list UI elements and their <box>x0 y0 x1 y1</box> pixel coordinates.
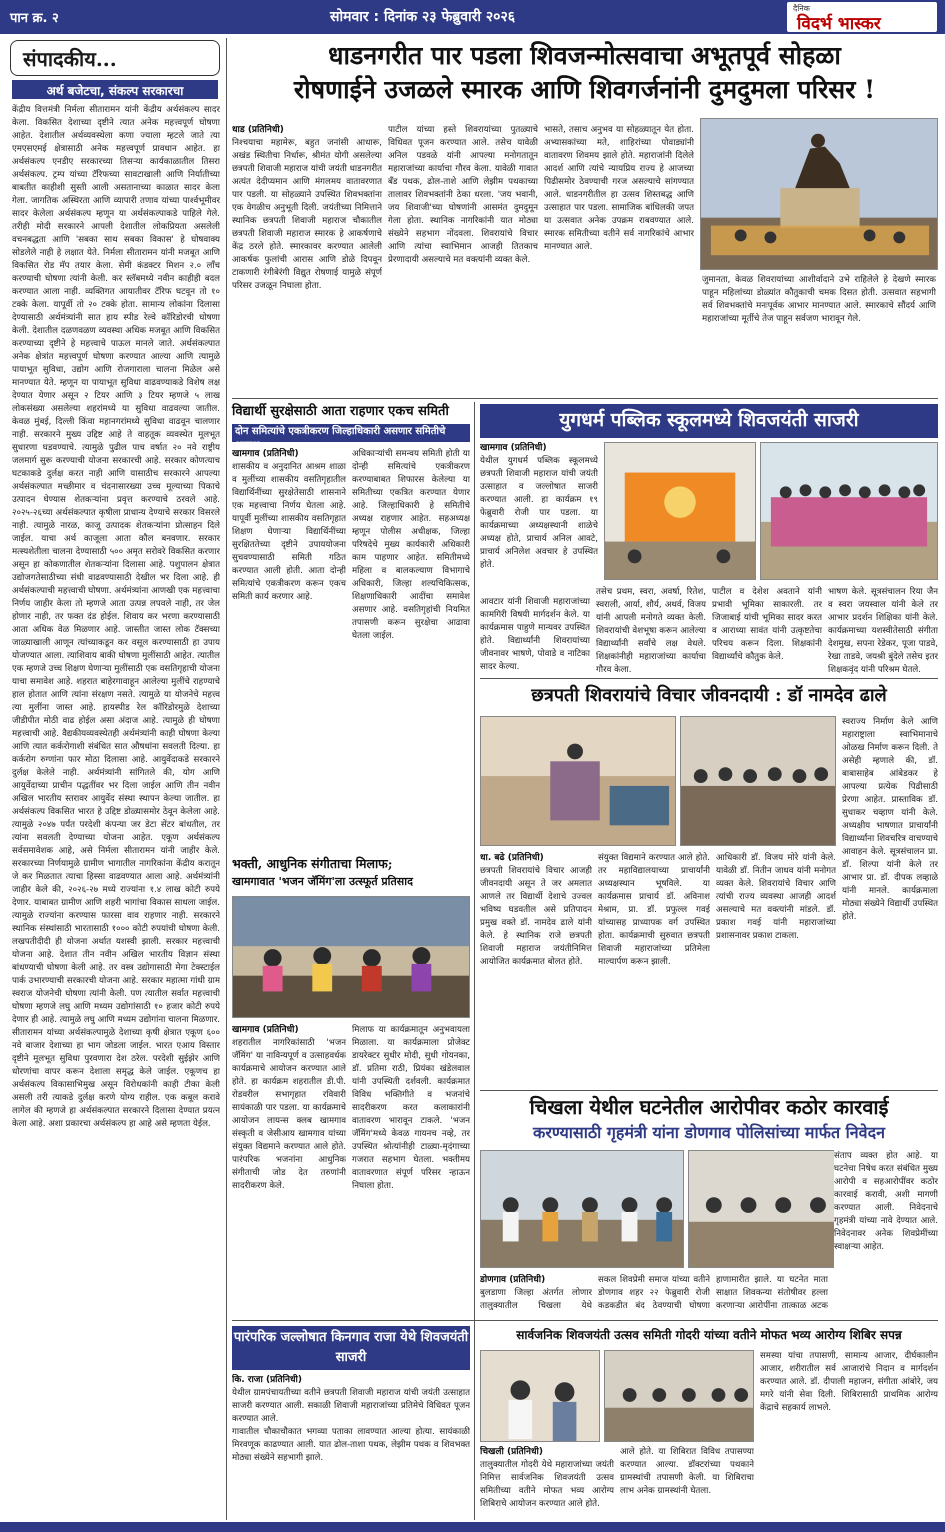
story3-col2: मिलाफ या कार्यक्रमातून अनुभवायला मिळाला. या कार्यक्रमाला प्रोजेक्ट डायरेक्टर सुधीर मोदी, सुधी गोयनका, डॉ. प्रतिमा राठी, प्रियंका खंडेलवाल यांनी उपस्थिती दर्शवली. कार्यक्रमात विविध भक्तिगीते व भजनांचे सादरीकरण करत कलाकारांनी वातावरण भारावून टाकले. 'भजन जॅमिंग'मध्ये केवळ गायनच नव्हे, तर उपस्थित श्रोत्यांनीही टाळ्या-मृदंगाच्या गजरात सहभाग घेतला. भक्तीमय वातावरणात संपूर्ण परिसर न्हाऊन निघाला होता. <box>352 1025 470 1191</box>
story3-col1 <box>232 1024 346 1316</box>
story5-byline: धा. बढे (प्रतिनिधी) <box>480 853 544 863</box>
story3-headline-2: खामगावात 'भजन जॅमिंग'ला उत्स्फूर्त प्रतिसाद <box>232 875 413 888</box>
page-number: पान क्र. २ <box>10 11 59 26</box>
story7-headline: पारंपरिक जल्लोषात किनगाव राजा येथे शिवजयंती साजरी <box>232 1326 470 1370</box>
column-divider <box>474 402 475 1322</box>
story3-col1-text: शहरातील नागरिकांसाठी 'भजन जॅमिंग' या नाविन्यपूर्ण व उत्साहवर्धक कार्यक्रमाचे आयोजन करण्यात आले होते. हा कार्यक्रम शहरातील डी.पी. रोडवरील सभागृहात रविवारी सायंकाळी पार पडला. या कार्यक्रमाचे आयोजन लायन्स क्लब खामगाव संस्कृती व जेसीआय खामगाव यांच्या संयुक्त विद्यमाने करण्यात आले होते. पारंपरिक भजनांना आधुनिक संगीताची जोड देत तरुणांनी सादरीकरण केले. <box>232 1038 346 1191</box>
story4-col2: तसेच प्रथम, स्वरा, अवर्षा, रितेश, स्वराली, आर्या, शौर्य, अथर्व, विजय यांनी आपली मनोगते व्यक्त केली. शिवरायांची वेशभूषा करून आलेल्या विद्यार्थ्यांनी सर्वांचे लक्ष वेधले. शिक्षकांनीही महाराजांच्या कार्याचा गौरव केला. <box>596 587 706 674</box>
column-divider <box>226 38 227 1520</box>
bhajan-jamming-photo <box>232 896 470 1018</box>
story4-col1: आवटार यांनी शिवाजी महाराजांच्या कामगिरी विषयी मार्गदर्शन केले. या कार्यक्रमास पाहुणे मान्यवर उपस्थित होते. विद्यार्थ्यांनी शिवरायांच्या जीवनावर भाषणे, पोवाडे व नाटिका सादर केल्या. <box>480 597 590 672</box>
story5-col2: संयुक्त विद्यमाने करण्यात आले होते. तर महाविद्यालयाच्या प्राचार्यांनी अध्यक्षस्थान भूषविले. या कार्यक्रमास प्राचार्य डॉ. अविनाश मेश्राम, प्रा. डॉ. प्रफुल्ल गवई यांच्यासह प्राध्यापक वर्ग उपस्थित होता. कार्यक्रमाची सुरुवात छत्रपती शिवाजी महाराजांच्या प्रतिमेला माल्यार्पण करून झाली. <box>598 853 710 967</box>
story7-col1-text: येथील ग्रामपंचायतीच्या वतीने छत्रपती शिवाजी महाराज यांची जयंती उत्साहात साजरी करण्यात आली. सकाळी शिवाजी महाराजांच्या प्रतिमेचे विधिवत पूजन करण्यात आले. <box>232 1388 470 1424</box>
story7-col2-text: गावातील चौकाचौकात भगव्या पताका लावण्यात आल्या होत्या. सायंकाळी मिरवणूक काढण्यात आली. यात ढोल-ताशा पथक, लेझीम पथक व शिवभक्त मोठ्या संख्येने सहभागी झाले. <box>232 1427 470 1463</box>
story1-headline-1: धाडनगरीत पार पडला शिवजन्मोत्सवाचा अभूतपूर्व सोहळा <box>328 41 841 70</box>
story5-col3: आधिकारी डॉ. विजय मोरे यांनी केले. यावेळी डॉ. नितीन जाधव यांनी मनोगत व्यक्त केले. शिवरायांचे विचार आणि त्यांची राज्य व्यवस्था आजही आदर्श असल्याचे मत वक्त्यांनी मांडले. डॉ. प्रकाश गवई यांनी महाराजांच्या प्रशासनावर प्रकाश टाकला. <box>716 853 836 941</box>
story4-intro <box>480 442 598 592</box>
editorial-body: केंद्रीय वित्तमंत्री निर्मला सीतारामन यांनी केंद्रीय अर्थसंकल्प सादर केला. विकसित देशाच्या दृष्टीने त्यात अनेक महत्त्वपूर्ण घोषणा आहेत. देशातील अर्थव्यवस्थेला कणा ज्याला म्हटले जाते त्या एमएसएमई क्षेत्रासाठी अनेक महत्त्वपूर्ण प्रावधान आहेत. हा अर्थसंकल्प एनडीए सरकारच्या तिसऱ्या कार्यकाळातील तिसरा अर्थसंकल्प. ट्रम्प यांच्या टॅरिफच्या सावटाखाली आणि निर्यातीच्या बाबतीत काहीशी सुस्ती आली असतानाच्या काळात सादर केला गेला. जागतिक अस्थिरता आणि व्यापारी तणाव यांच्या पार्श्वभूमीवर सादर केलेला अर्थसंकल्प म्हणून या अर्थसंकल्पाकडे पाहिले गेले. तरीही मोदी सरकारने आपली देशातील लोकप्रियता असलेली वचनबद्धता आणि 'सबका साथ सबका विकास' हे घोषवाक्य सोडलेले नाही हे लक्षात येते. निर्मला सीतारामन यांनी मजबूत आणि विकसित रोड मॅप तयार केला. सेमी कंडक्टर मिशन २.० लाँच करण्याची घोषणा त्यांनी केली. कर स्लॅबमध्ये नवीन काहीही बदल करण्यात आला नाही. व्यक्तिगत आयातीवर टॅरिफ घटवून तो १० टक्के केला. यापूर्वी तो २० टक्के होता. सामान्य लोकांना दिलासा देण्यासाठी अर्थमंत्र्यांनी सात हाय स्पीड रेल्वे कॉरिडोरची घोषणा केली. देशातील दळणवळण व्यवस्था अधिक मजबूत आणि विकसित करण्याच्या दृष्टीने हे महत्त्वाचे पाऊल मानले जाते. अर्थसंकल्पात अनेक क्षेत्रांत महत्त्वपूर्ण घोषणा करण्यात आल्या आणि त्यामुळे पायाभूत सुविधा, उद्योग आणि रोजगाराला चालना मिळेल असे मानण्यात येते. म्हणून या पायाभूत सुविधा वाढवण्याकडे विशेष लक्ष देण्यात येणार असून २ टियर आणि ३ टियर म्हणजे ५ लाख लोकसंख्या असलेल्या शहरांमध्ये या सुविधा वाढवल्या जातील. केवळ मुंबई, दिल्ली किंवा महानगरांमध्ये सुविधा वाढवून चालणार नाही. सरकारने मुख्य उद्दिष्ट आहे ते वाहतूक व्यवस्थेत मूलभूत सुधारणा घडवण्याचे. त्यामुळे पुढील पाच वर्षात २० नवे राष्ट्रीय जलमार्ग सुरू करण्याची योजना सरकारची आहे. सरकार कोणत्याच घटकाकडे दुर्लक्ष करत नाही आणि यासाठीच सरकारने आपल्या अर्थसंकल्पात मच्छीमार व चंदनासारख्या उच्च मूल्याच्या पिकाचे उत्पादन घेण्यास शेतकऱ्यांना प्रवृत्त करण्याचे ठरवले आहे. २०२५-२६च्या अर्थसंकल्पात कृषीला प्राधान्य देण्याचे सरकार विसरले नाही. त्यामुळे नारळ, काजू उत्पादक शेतकऱ्यांना प्रोत्साहन दिले जाईल. याचा अर्थ काजूला आता कौल बनवणार. सरकार मत्स्यशेतीला चालना देण्यासाठी ५०० अमृत सरोवरे विकसित करणार असून हा कोकणातील शेतकऱ्यांना दिलासा आहे. पशुपालन क्षेत्रात उद्योजगतेसाठीच्या संधी वाढवण्यासाठी देखील भर दिला आहे. ही अर्थसंकल्पाची महत्त्वाची घोषणा. अर्थमंत्र्यांना आणखी एक महत्त्वाचा निर्णय जाहीर केला तो म्हणजे आता उत्पन्न लपवले नाही, तर जेल होणार नाही, तर फक्त दंड होईल. शिवाय कर भरणा करण्यासाठी आता अधिक वेळ मिळणार आहे. जास्तीत जास्त लोक टॅक्सच्या जाळ्याखाली आणून त्यांच्याकडून कर वसूल करण्यासाठी हा उपाय योजण्यात आला. त्याशिवाय बाकी घोषणा मुलींसाठी आहेत. त्यातील एक म्हणजे उच्च शिक्षण घेणाऱ्या मुलींसाठी एक वसतिगृहाची योजना याचा समावेश आहे. शहरात बाहेरगावाहून आलेल्या मुलींचे राहण्याचे हाल होतात आणि त्यांना संरक्षण नसते. त्यामुळे या योजनेचे महत्त्व त्या मुलींना जास्त आहे. हायस्पीड रेल कॉरिडोरमुळे देशाच्या जीडीपीत मोठी वाढ होईल असा अंदाज आहे. त्यामुळे ही घोषणा महत्त्वाची आहे. वैद्यकीयव्यवस्थेतही अर्थमंत्र्यांनी काही घोषणा केल्या आणि त्यात कर्करोगाशी संबंधित सात औषधांना सवलती दिल्या. हा कर्करोग रुग्णांना फार मोठा दिलासा आहे. आयुर्वेदाकडे सरकारने दुर्लक्ष केलेले नाही. अर्थमंत्र्यांनी सांगितले की, योग आणि आयुर्वेदाच्या प्राचीन पद्धतींवर भर दिला जाईल आणि तीन नवीन अखिल भारतीय स्तरावर आयुर्वेद संस्था स्थापन केल्या जातील. हा अर्थसंकल्प विकसित भारत हे उद्दिष्ट डोळ्यासमोर ठेवून केलेला आहे. त्यामुळे २०४७ पर्यंत परदेशी कंपन्या जर डेटा सेंटर बांधतील, तर त्यांना सवलती देण्याच्या योजना आहेत. एकूण अर्थसंकल्प सर्वसमावेशक आहे, असे निर्मला सीतारामन यांनी जाहीर केले. सरकारच्या निर्णयामुळे ग्रामीण भागातील नागरिकांना केंद्रीय करातून जे कर मिळतात त्याचा हिस्सा वाढवण्यात आला आहे. अर्थमंत्र्यांनी जाहीर केले की, २०२६-२७ मध्ये राज्यांना १.४ लाख कोटी रुपये देणार. याबाबत ग्रामीण आणि शहरी भागांचा विकास साधला जाईल. त्यामुळे राज्यांना करण्यास फारसा वाव राहणार नाही. सरकारने स्थानिक संस्थांसाठी भारतासाठी १००० कोटी रुपयांची घोषणा केली. लखपतीदीदी ही योजना अर्थात यशस्वी झाली. सरकार महत्त्वाची योजना आहे. देशात तीन नवीन अखिल भारतीय विज्ञान संस्था बांधण्याची घोषणा केली आहे. तर वस्त्र उद्योगासाठी मेगा टेक्स्टाईल पार्क उभारण्याची सरकारची योजना आहे. सरकार महात्मा गांधी ग्राम स्वराज योजनेची घोषणा त्यांनी केली. पण त्यातील सर्वात महत्त्वाची घोषणा म्हणजे लघु आणि मध्यम उद्योगांसाठी १० हजार कोटी रुपये देणार ही आहे. त्यामुळे लघु आणि मध्यम उद्योगांना चालना मिळणार. सीतारामन यांच्या अर्थसंकल्पामुळे देशाच्या कृषी क्षेत्रात एकूण ६०० नवे बाजार देशाच्या हा भाग जोडला जाईल. भारत एआय विस्तार दृष्टीने मूलभूत सुविधा पुरवणारा देश ठरेल. परदेशी सुईझेर आणि धोरणांचा वापर करून देशाला समृद्ध केले जाईल. एकूणच हा अर्थसंकल्प विकासाभिमुख असून विरोधकांनी काही टीका केली असली तरी त्याकडे दुर्लक्ष करणे योग्य राहील. एक कबूल करावे लागेल की म्हणजे हा अर्थसंकल्पात सरकारने दिलासा देण्यात प्रयत्न केला आहे. अशा प्रकारचा अर्थसंकल्प हा आहे असे म्हणता येईल. <box>12 105 220 1129</box>
story8-col1 <box>480 1446 614 1520</box>
story2-headline-2: दोन समित्यांचे एकत्रीकरण जिल्हाधिकारी असणार समितीचे अध्यक्ष <box>232 424 470 442</box>
story-divider <box>232 398 938 399</box>
story1-byline: धाड (प्रतिनिधी) <box>232 125 284 135</box>
dhale-audience-photo <box>680 716 836 846</box>
editorial-subtitle: अर्थ बजेटचा, संकल्प सरकारचा <box>12 80 218 99</box>
date-line: सोमवार : दिनांक २३ फेब्रुवारी २०२६ <box>330 9 516 25</box>
story2-col1-text: शासकीय व अनुदानित आश्रम शाळा व मुलींच्या शासकीय वसतिगृहातील विद्यार्थिनींच्या सुरक्षेतेसाठी शासनाने एक महत्त्वाचा निर्णय घेतला आहे. यापूर्वी मुलींच्या शासकीय वसतिगृहात शिक्षण घेणाऱ्या विद्यार्थिनींच्या सुरक्षिततेच्या दृष्टीने उपाययोजना सुचवण्यासाठी समिती गठित करण्यात आली होती. आता दोन्ही समित्यांचे एकत्रीकरण करून एकच समिती कार्य करणार आहे. <box>232 462 346 602</box>
story-divider <box>480 678 938 679</box>
school-stage-photo <box>604 442 756 580</box>
story1-headline-2: रोषणाईने उजळले स्मारक आणि शिवगर्जनांनी दुमदुमला परिसर ! <box>293 75 876 104</box>
footer-bar <box>0 1522 945 1532</box>
column-divider <box>474 1322 475 1520</box>
story7-byline: कि. राजा (प्रतिनिधी) <box>232 1375 302 1385</box>
story-divider <box>480 1090 938 1091</box>
story7-body <box>232 1374 470 1520</box>
story5-col1-text: छत्रपती शिवरायांचे विचार आजही जीवनदायी असून ते जर अमलात आणले तर विद्यार्थी देशाचे उज्वल भविष्य घडवतील असे प्रतिपादन प्रमुख वक्ते डॉ. नामदेव ढाले यांनी केले. हे स्थानिक राजे छत्रपती शिवाजी महाराज जयंतीनिमित्त आयोजित कार्यक्रमात बोलत होते. <box>480 866 592 967</box>
story1-col1-text: निश्चयाचा महामेरू, बहुत जनांसी आधारू, अखंड स्थितीचा निर्धारू, श्रीमंत योगी असलेल्या छत्रपती शिवाजी महाराज यांची जयंती धाडनगरीत अत्यंत देदीप्यमान आणि मंगलमय वातावरणात पार पडली. या सोहळ्याने उपस्थित शिवभक्तांना एक वेगळीच अनुभूती दिली. जयंतीच्या निमित्ताने स्थानिक छत्रपती शिवाजी महाराज चौकातील छत्रपती शिवाजी महाराज स्मारक हे आकर्षणाचे केंद्र ठरले होते. स्मारकावर करण्यात आलेली आकर्षक फुलांची आरास आणि डोळे दिपवून टाकणारी रंगीबेरंगी विद्युत रोषणाई यामुळे संपूर्ण परिसर उजळून निघाला होता. <box>232 138 382 291</box>
story1-col2: पाटील यांच्या हस्ते शिवरायांच्या पुतळ्याचे विधिवत पूजन करण्यात आले. तसेच यावेळी अनिल पडवळे यांनी आपल्या मनोगतातून महाराजांच्या कार्याचा गौरव केला. यावेळी गावात बँड पथक, ढोल-ताशे आणि लेझीम पथकाच्या तालावर शिवभक्तांनी ठेका धरला. 'जय भवानी, जय शिवाजी'च्या घोषणांनी आसमंत दुमदुमून गेला होता. स्थानिक नागरिकांनी यात मोठ्या संख्येने सहभाग नोंदवला. शिवरायांचे विचार आणि त्यांचा स्वाभिमान आजही तितकाच प्रेरणादायी असल्याचे मत वक्त्यांनी व्यक्त केले. <box>388 125 538 265</box>
story6-headline-1: चिखला येथील घटनेतील आरोपीवर कठोर कारवाई <box>529 1095 889 1119</box>
story4-intro-text: येथील युगधर्म पब्लिक स्कूलमध्ये छत्रपती शिवाजी महाराज यांची जयंती उत्साहात व जल्लोषात साजरी करण्यात आली. हा कार्यक्रम १९ फेब्रुवारी रोजी पार पडला. या कार्यक्रमाच्या अध्यक्षस्थानी शाळेचे अध्यक्ष होते, प्राचार्य अनिल आवटे, प्राचार्य अनिलेश अवचार हे उपस्थित होते. <box>480 456 598 570</box>
story8-byline: चिखली (प्रतिनिधी) <box>480 1447 543 1457</box>
story6-headline-2: करण्यासाठी गृहमंत्री यांना डोणगाव पोलिसांच्या मार्फत निवेदन <box>533 1123 885 1142</box>
story4-headline: युगधर्म पब्लिक स्कूलमध्ये शिवजयंती साजरी <box>480 404 938 438</box>
dhale-speech-photo <box>480 716 676 846</box>
story8-col2: आले होते. या शिबिरात विविध तपासण्या करण्यात आल्या. डॉक्टरांच्या पथकाने ग्रामस्थांची तपासणी केली. या शिबिराचा लाभ अनेक ग्रामस्थांनी घेतला. <box>620 1447 754 1496</box>
story6-col1-text: बुलडाणा जिल्हा अंतर्गत लोणार तालुक्यातील चिखला येथे <box>480 1288 592 1310</box>
story2-byline: खामगाव (प्रतिनिधी) <box>232 449 299 459</box>
story1-col3: भासते, तसाच अनुभव या सोहळ्यातून येत होता. अभ्यासकांच्या मते, शाहिरांच्या पोवाड्यांनी वातावरण शिवमय झाले होते. महाराजांनी दिलेले आदर्श आणि त्यांचे न्यायप्रिय राज्य हे आजच्या पिढीसमोर ठेवण्याची गरज असल्याचे सांगण्यात आले. धाडनगरीतील हा उत्सव शिस्तबद्ध आणि उत्साहात पार पडला. सामाजिक बांधिलकी जपत या उत्सवात अनेक उपक्रम राबवण्यात आले. स्मारक समितीच्या वतीने सर्व नागरिकांचे आभार मानण्यात आले. <box>544 125 694 252</box>
story3-headline-1: भक्ती, आधुनिक संगीताचा मिलाफ; <box>232 856 393 871</box>
health-camp-photo-2 <box>604 1350 754 1442</box>
story3-byline: खामगाव (प्रतिनिधी) <box>232 1025 299 1035</box>
story5-headline: छत्रपती शिवरायांचे विचार जीवनदायी : डॉ नामदेव ढाले <box>531 685 887 706</box>
story2-col1 <box>232 448 346 848</box>
story6-col2: सकल शिवप्रेमी समाज यांच्या वतीने डोणगाव शहर २२ फेब्रुवारी रोजी कडकडीत बंद ठेवण्याची घोषणा <box>598 1275 710 1310</box>
school-students-photo <box>760 442 938 580</box>
story2-col2: अधिकाऱ्यांची समन्वय समिती होती या दोन्ही समित्यांचे एकत्रीकरण करण्याबाबत शिफारस केलेल्या या समितीच्या एकत्रित करण्यात येणार आहे. जिल्हाधिकारी हे समितीचे अध्यक्ष राहणार आहेत. सहअध्यक्ष म्हणून पोलीस अधीक्षक, जिल्हा परिषदेचे मुख्य कार्यकारी अधिकारी काम पाहणार आहेत. समितीमध्ये महिला व बालकल्याण विभागाचे अधिकारी, जिल्हा शल्यचिकित्सक, शिक्षणाधिकारी आदींचा समावेश असणार आहे. वसतिगृहांची नियमित तपासणी करून सुरक्षेचा आढावा घेतला जाईल. <box>352 449 470 641</box>
story5-col1 <box>480 852 592 1086</box>
story8-headline: सार्वजनिक शिवजयंती उत्सव समिती गोदरी यांच्या वतीने मोफत भव्य आरोग्य शिबिर सपन्न <box>516 1328 902 1342</box>
editorial-title: संपादकीय... <box>10 40 220 76</box>
newspaper-brand <box>787 2 937 32</box>
story6-byline: डोणगाव (प्रतिनिधी) <box>480 1275 546 1285</box>
story6-col4: संताप व्यक्त होत आहे. या घटनेचा निषेध करत संबंधित मुख्य आरोपी व सहआरोपींवर कठोर कारवाई करावी, अशी मागणी करण्यात आली. निवेदनाचे गृहमंत्री यांच्या नावे देण्यात आले. निवेदनावर अनेक शिवप्रेमींच्या स्वाक्षऱ्या आहेत. <box>834 1150 938 1310</box>
brand-small: दैनिक <box>793 4 810 13</box>
story6-col3: हाणामारीत झाले. या घटनेत माता साक्षात शिवकन्या संतोषीवर हल्ला करणाऱ्या आरोपींना तात्काळ अटक <box>716 1275 828 1310</box>
story6-col1 <box>480 1274 592 1310</box>
brand-name: विदर्भ भास्कर <box>797 14 881 34</box>
story5-col4: स्वराज्य निर्माण केले आणि महाराष्ट्राला स्वाभिमानाचे ओळख निर्माण करून दिली. ते असेही म्हणाले की, डॉ. बाबासाहेब आंबेडकर हे आपल्या प्रत्येक पिढीसाठी प्रेरणा आहेत. प्रास्ताविक डॉ. सुधाकर चव्हाण यांनी केले. अध्यक्षीय भाषणात प्राचार्यांनी विद्यार्थ्यांना शिवचरित्र वाचण्याचे आवाहन केले. सूत्रसंचालन प्रा. डॉ. शिल्पा यांनी केले तर आभार प्रा. डॉ. दीपक लव्हाळे यांनी मानले. कार्यक्रमाला मोठ्या संख्येने विद्यार्थी उपस्थित होते. <box>842 717 938 922</box>
story1-caption: जुमानता, केवळ शिवरायांच्या आशीर्वादाने उभे राहिलेले हे देखणे स्मारक पाहून महिलांच्या डोळ्यांत कौतुकाची चमक दिसत होती. उत्सवात सहभागी सर्व शिवभक्तांचे मनःपूर्वक आभार मानण्यात आले. स्मारकाचे सौंदर्य आणि महाराजांच्या मूर्तीचे तेज पाहून सर्वजण भारावून गेले. <box>702 275 936 324</box>
story1-col1 <box>232 124 382 394</box>
story8-col3: समस्या यांचा तपासणी, सामान्य आजार, दीर्घकालीन आजार, शरीरातील सर्व आजारांचे निदान व मार्गदर्शन करण्यात आले. डॉ. दीपाली महाजन, संगीता आंबोरे, जय मगरे यांनी सेवा दिली. शिबिरासाठी प्राथमिक आरोग्य केंद्राचे सहकार्य लाभले. <box>760 1351 938 1413</box>
shivaji-statue-photo <box>700 118 938 270</box>
story4-col4: भाषण केले. सूत्रसंचालन रिया जैन व स्वरा जयस्वाल यांनी केले तर आभार प्रदर्शन शिक्षिका यांनी केले. कार्यक्रमाच्या यशस्वीतेसाठी संगीता देशमुख, सपना रेडेकर, पूजा पाडवे, रेखा ताडवे, जयश्री बुंदेले तसेच इतर शिक्षकवृंद यांनी परिश्रम घेतले. <box>828 587 938 674</box>
story2-headline-1: विद्यार्थी सुरक्षेसाठी आता राहणार एकच समिती <box>232 404 449 419</box>
story-divider <box>232 1320 938 1321</box>
health-camp-photo-1 <box>480 1350 600 1442</box>
story4-col3: पाटील व देशेश अवताने यांनी प्रभावी भूमिका साकारली. तर जिजाबाई यांची भूमिका सादर करत व आराध्या सावंत यांनी उत्कृष्टतेचा परिचय करून दिला. शिक्षकांनी विद्यार्थ्यांचे कौतुक केले. <box>712 587 822 662</box>
police-memorandum-photo-1 <box>480 1150 684 1268</box>
story8-col1-text: तालुक्यातील गोदरी येथे महाराजांच्या जयंती निमित्त सार्वजनिक शिवजयंती उत्सव समितीच्या वतीने मोफत भव्य आरोग्य शिबिराचे आयोजन करण्यात आले होते. <box>480 1460 614 1509</box>
masthead-bar <box>0 0 945 34</box>
story4-byline: खामगाव (प्रतिनिधी) <box>480 443 547 453</box>
